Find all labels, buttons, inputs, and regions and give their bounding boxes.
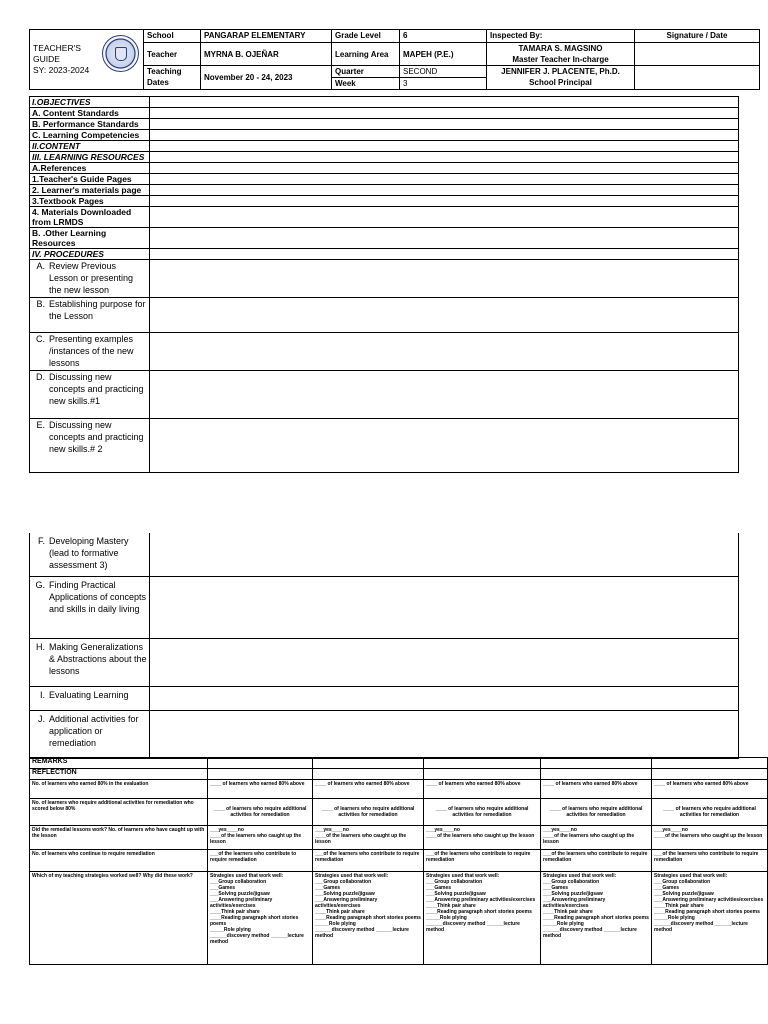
inspector-1-name: TAMARA S. MAGSINO — [518, 44, 603, 53]
strategy-line: ___Group collaboration — [426, 879, 483, 885]
learners-materials-label: 2. Learner's materials page — [30, 185, 150, 196]
content-cell — [150, 119, 739, 130]
answer-continue-remediation: ___of the learners who contribute to require remediation — [208, 850, 313, 872]
strategy-line: Strategies used that work well: — [426, 873, 500, 879]
content-cell — [150, 185, 739, 196]
content-cell — [150, 163, 739, 174]
procedures-heading: IV. PROCEDURES — [30, 249, 150, 260]
content-cell — [150, 130, 739, 141]
procedure-letter: G. — [35, 579, 45, 590]
inspected-label: Inspected By: — [487, 30, 635, 43]
strategy-line: ____Think pair share — [210, 909, 260, 915]
strategy-line: ____Think pair share — [426, 903, 476, 909]
strategy-line: Strategies used that work well: — [543, 873, 617, 879]
content-cell — [150, 260, 739, 298]
answer-evaluation: ____ of learners who earned 80% above — [541, 780, 652, 799]
strategy-line: ______discovery method ______lecture method — [315, 927, 409, 939]
answer-strategies — [208, 872, 313, 965]
week-label: Week — [332, 77, 399, 89]
teachers-guide-pages-label: 1.Teacher's Guide Pages — [30, 174, 150, 185]
procedure-i — [30, 686, 150, 710]
caught-up-line: ____of the learners who caught up the lesson — [210, 833, 302, 845]
strategy-line: ___Games — [543, 885, 569, 891]
quarter-value: SECOND — [403, 67, 438, 76]
learning-competencies-label: C. Learning Competencies — [30, 130, 150, 141]
answer-evaluation: ____ of learners who earned 80% above — [424, 780, 541, 799]
strategy-line: ___Group collaboration — [210, 879, 267, 885]
caught-up-line: ____of the learners who caught up the lesson — [315, 833, 407, 845]
procedure-letter: F. — [37, 536, 45, 546]
procedure-f — [30, 533, 150, 576]
strategy-line: ___Games — [210, 885, 236, 891]
answer-evaluation: ____ of learners who earned 80% above — [208, 780, 313, 799]
day-cell — [424, 758, 541, 769]
reflection-table — [29, 757, 768, 965]
strategy-line: Strategies used that work well: — [654, 873, 728, 879]
caught-up-line: ____of the learners who caught up the lesson — [426, 833, 535, 839]
strategy-line: ___Group collaboration — [654, 879, 711, 885]
answer-remedial-worked — [541, 826, 652, 850]
answer-continue-remediation: ___of the learners who contribute to require remediation — [313, 850, 424, 872]
strategy-line: ____Think pair share — [315, 909, 365, 915]
signature-cell-2 — [635, 66, 760, 90]
procedure-text: Review Previous Lesson or presenting the new lesson — [49, 261, 134, 295]
inspector-2-name: JENNIFER J. PLACENTE, Ph.D. — [501, 67, 620, 76]
content-cell — [150, 228, 739, 249]
strategy-line: ______discovery method ______lecture method — [210, 933, 304, 945]
procedure-letter: C. — [36, 334, 45, 344]
strategy-line: ___Solving puzzle/jigsaw — [315, 891, 375, 897]
strategy-line: _____Role plying — [654, 915, 695, 921]
content-cell — [150, 108, 739, 119]
strategy-line: ___Group collaboration — [543, 879, 600, 885]
area-label: Learning Area — [332, 43, 400, 66]
day-cell — [652, 758, 768, 769]
procedure-letter: J. — [37, 713, 45, 724]
content-standards-label: A. Content Standards — [30, 108, 150, 119]
dates-label — [144, 66, 201, 90]
procedure-text: Additional activities for application or remediation — [49, 713, 139, 748]
answer-remediation: ____ of learners who require additional activities for remediation — [313, 799, 424, 826]
deped-seal-logo — [102, 35, 139, 72]
answer-strategies — [424, 872, 541, 965]
inspector-2-title: School Principal — [529, 78, 592, 87]
strategy-line: ____Reading paragraph short stories poems — [543, 915, 649, 921]
procedure-letter: A. — [36, 261, 45, 271]
objectives-table — [29, 96, 739, 473]
strategy-line: _____Role plying — [426, 915, 467, 921]
teacher-label: Teacher — [144, 43, 201, 66]
quarter-week-labels — [332, 66, 400, 90]
strategy-line: ___Answering preliminary activities/exercises — [426, 897, 536, 903]
content-cell — [150, 141, 739, 152]
strategy-line: ___Answering preliminary activities/exercises — [315, 897, 378, 909]
procedure-letter: B. — [36, 299, 45, 309]
grade-label: Grade Level — [332, 30, 400, 43]
procedure-c — [30, 333, 150, 371]
day-cell — [541, 758, 652, 769]
answer-strategies — [313, 872, 424, 965]
content-cell — [150, 710, 739, 758]
content-cell — [150, 249, 739, 260]
question-remediation: No. of learners who require additional activities for remediation who scored below 80% — [30, 799, 208, 826]
answer-evaluation: ____ of learners who earned 80% above — [313, 780, 424, 799]
yes-no-line: ___yes____no — [543, 827, 577, 833]
yes-no-line: ___yes____no — [654, 827, 688, 833]
strategy-line: ___Games — [315, 885, 341, 891]
strategy-line: ___Solving puzzle/jigsaw — [543, 891, 603, 897]
answer-evaluation: ____ of learners who earned 80% above — [652, 780, 768, 799]
procedure-text: Presenting examples /instances of the new lessons — [49, 334, 134, 368]
school-value: PANGARAP ELEMENTARY — [201, 30, 332, 43]
content-cell — [150, 371, 739, 419]
day-cell — [541, 769, 652, 780]
strategy-line: ___Group collaboration — [315, 879, 372, 885]
textbook-pages-label: 3.Textbook Pages — [30, 196, 150, 207]
strategy-line: ______discovery method ______lecture method — [543, 927, 637, 939]
caught-up-line: ____of the learners who caught up the lesson — [654, 833, 763, 839]
day-cell — [313, 769, 424, 780]
guide-line-2: GUIDE — [33, 54, 60, 64]
strategy-line: ____Reading paragraph short stories poems — [315, 915, 421, 921]
procedure-b — [30, 298, 150, 333]
procedure-text: Developing Mastery (lead to formative assessment 3) — [49, 536, 129, 570]
reflection-label: REFLECTION — [30, 769, 208, 780]
references-label: A.References — [30, 163, 150, 174]
procedure-letter: H. — [36, 641, 45, 652]
strategy-line: ____Reading paragraph short stories poems — [210, 915, 299, 927]
answer-remediation: ____ of learners who require additional activities for remediation — [541, 799, 652, 826]
strategy-line: ___Solving puzzle/jigsaw — [426, 891, 486, 897]
day-cell — [208, 758, 313, 769]
question-remedial-worked: Did the remedial lessons work? No. of learners who have caught up with the lesson — [30, 826, 208, 850]
procedure-letter: I. — [39, 689, 45, 700]
question-evaluation: No. of learners who earned 80% in the evaluation — [30, 780, 208, 799]
strategy-line: ___Games — [654, 885, 680, 891]
signature-cell-1 — [635, 43, 760, 66]
answer-continue-remediation: ___of the learners who contribute to require remediation — [541, 850, 652, 872]
quarter-week-values — [400, 66, 487, 90]
week-value: 3 — [400, 77, 486, 89]
school-label: School — [144, 30, 201, 43]
quarter-label: Quarter — [335, 67, 364, 76]
strategy-line: ___Solving puzzle/jigsaw — [210, 891, 270, 897]
answer-remedial-worked — [424, 826, 541, 850]
strategy-line: ___Games — [426, 885, 452, 891]
teachers-guide-block — [30, 30, 144, 90]
procedure-text: Discussing new concepts and practicing new skills.# 2 — [49, 420, 144, 454]
procedure-g — [30, 576, 150, 638]
answer-continue-remediation: ___of the learners who contribute to require remediation — [652, 850, 768, 872]
content-heading: II.CONTENT — [30, 141, 150, 152]
other-resources-label: B. .Other Learning Resources — [30, 228, 150, 249]
answer-strategies — [541, 872, 652, 965]
strategy-line: ___Answering preliminary activities/exercises — [210, 897, 273, 909]
strategy-line: _____Role plying — [315, 921, 356, 927]
day-cell — [424, 769, 541, 780]
strategy-line: _____Role plying — [543, 921, 584, 927]
strategy-line: _____Role plying — [210, 927, 251, 933]
inspector-2 — [487, 66, 635, 90]
strategy-line: ____Think pair share — [543, 909, 593, 915]
inspector-1 — [487, 43, 635, 66]
procedure-text: Evaluating Learning — [49, 689, 129, 700]
strategy-line: ____Reading paragraph short stories poems — [654, 909, 760, 915]
content-cell — [150, 419, 739, 473]
procedure-j — [30, 710, 150, 758]
performance-standards-label: B. Performance Standards — [30, 119, 150, 130]
area-value: MAPEH (P.E.) — [400, 43, 487, 66]
day-cell — [208, 769, 313, 780]
yes-no-line: ___yes____no — [426, 827, 460, 833]
dates-value: November 20 - 24, 2023 — [201, 66, 332, 90]
strategy-line: ______discovery method ______lecture method — [654, 921, 748, 933]
answer-remedial-worked — [652, 826, 768, 850]
answer-remedial-worked — [208, 826, 313, 850]
strategy-line: ______discovery method ______lecture method — [426, 921, 520, 933]
answer-remedial-worked — [313, 826, 424, 850]
question-continue-remediation: No. of learners who continue to require remediation — [30, 850, 208, 872]
procedure-text: Establishing purpose for the Lesson — [49, 299, 146, 321]
content-cell — [150, 686, 739, 710]
learning-resources-heading: III. LEARNING RESOURCES — [30, 152, 150, 163]
answer-remediation: ____ of learners who require additional activities for remediation — [424, 799, 541, 826]
procedure-d — [30, 371, 150, 419]
header-table — [29, 29, 760, 90]
lrmds-materials-label: 4. Materials Downloaded from LRMDS — [30, 207, 150, 228]
answer-remediation: ____ of learners who require additional activities for remediation — [652, 799, 768, 826]
procedure-e — [30, 419, 150, 473]
guide-line-3: SY: 2023-2024 — [33, 65, 90, 75]
procedure-text: Discussing new concepts and practicing new skills.#1 — [49, 372, 144, 406]
strategy-line: ___Answering preliminary activities/exercises — [654, 897, 764, 903]
content-cell — [150, 97, 739, 108]
dates-label-line-1: Teaching — [147, 67, 182, 76]
procedure-text: Making Generalizations & Abstractions about the lessons — [49, 641, 147, 676]
answer-continue-remediation: ___of the learners who contribute to require remediation — [424, 850, 541, 872]
content-cell — [150, 196, 739, 207]
yes-no-line: ___yes____no — [315, 827, 349, 833]
content-cell — [150, 533, 739, 576]
answer-remediation: ____ of learners who require additional activities for remediation — [208, 799, 313, 826]
caught-up-line: ____of the learners who caught up the lesson — [543, 833, 635, 845]
strategy-line: ___Answering preliminary activities/exercises — [543, 897, 606, 909]
content-cell — [150, 174, 739, 185]
procedures-continued-table — [29, 533, 739, 759]
dates-label-line-2: Dates — [147, 78, 169, 87]
objectives-heading: I.OBJECTIVES — [30, 97, 150, 108]
content-cell — [150, 333, 739, 371]
grade-value: 6 — [400, 30, 487, 43]
content-cell — [150, 576, 739, 638]
teacher-value: MYRNA B. OJEÑAR — [201, 43, 332, 66]
strategy-line: ___Solving puzzle/jigsaw — [654, 891, 714, 897]
answer-strategies — [652, 872, 768, 965]
procedure-a — [30, 260, 150, 298]
yes-no-line: ___yes____no — [210, 827, 244, 833]
question-strategies: Which of my teaching strategies worked well? Why did these work? — [30, 872, 208, 965]
content-cell — [150, 152, 739, 163]
strategy-line: ____Think pair share — [654, 903, 704, 909]
strategy-line: Strategies used that work well: — [315, 873, 389, 879]
content-cell — [150, 207, 739, 228]
strategy-line: Strategies used that work well: — [210, 873, 284, 879]
procedure-letter: E. — [36, 420, 45, 430]
guide-line-1: TEACHER'S — [33, 43, 81, 53]
content-cell — [150, 298, 739, 333]
procedure-letter: D. — [36, 372, 45, 382]
procedure-text: Finding Practical Applications of concepts and skills in daily living — [49, 579, 147, 614]
procedure-h — [30, 638, 150, 686]
remarks-label: REMARKS — [30, 758, 208, 769]
signature-label: Signature / Date — [635, 30, 760, 43]
strategy-line: ____Reading paragraph short stories poems — [426, 909, 532, 915]
content-cell — [150, 638, 739, 686]
day-cell — [313, 758, 424, 769]
day-cell — [652, 769, 768, 780]
inspector-1-title: Master Teacher In-charge — [512, 55, 609, 64]
